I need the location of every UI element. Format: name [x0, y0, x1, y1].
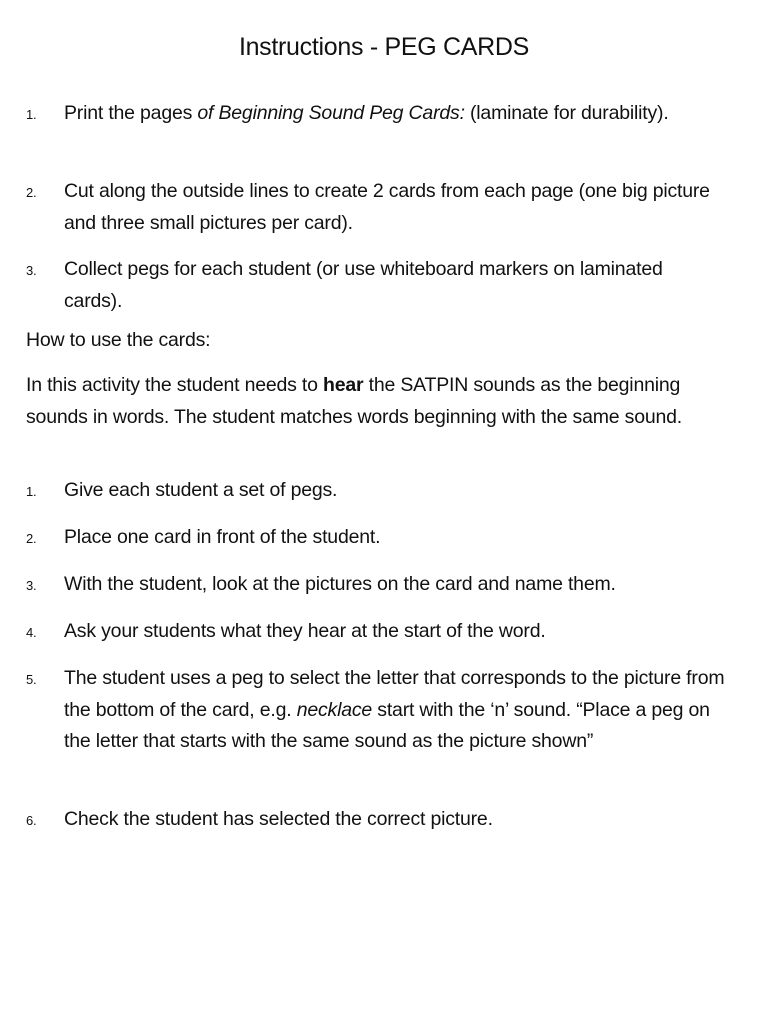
step-number: 2. — [26, 185, 37, 200]
intro-bold-text: hear — [323, 374, 364, 396]
step-text: Cut along the outside lines to create 2 cards from each page (one big picture and three small pictures per card). — [64, 180, 710, 234]
step-number: 1. — [26, 107, 37, 122]
step-text-plain: The student uses a peg to select the letter that corresponds to the picture from the bottom of the card, e.g. — [64, 667, 725, 721]
step-text-plain-after: (laminate for durability). — [470, 102, 669, 124]
step-text — [64, 663, 726, 758]
step-number: 6. — [26, 813, 37, 828]
intro-text: In this activity the student needs to — [26, 374, 323, 396]
step-text: Ask your students what they hear at the start of the word. — [64, 620, 546, 642]
how-to-heading: How to use the cards: — [26, 329, 211, 351]
step-number: 1. — [26, 484, 37, 499]
use-step-1 — [26, 475, 726, 507]
step-text: With the student, look at the pictures on the card and name them. — [64, 573, 616, 595]
use-step-3 — [26, 569, 726, 601]
step-text: Collect pegs for each student (or use whiteboard markers on laminated cards). — [64, 258, 663, 312]
use-step-5 — [26, 663, 726, 758]
step-text-italic: necklace — [296, 698, 373, 721]
prep-step-2 — [26, 176, 726, 239]
step-number: 3. — [26, 578, 37, 593]
page-title: Instructions - PEG CARDS — [238, 33, 530, 61]
step-number: 5. — [26, 672, 37, 687]
use-step-2 — [26, 522, 726, 554]
intro-paragraph — [26, 370, 741, 433]
prep-step-1 — [26, 98, 726, 130]
step-text: Check the student has selected the correct picture. — [64, 808, 493, 830]
step-text-plain-after: start with the ‘n’ sound. “Place a peg on the letter that starts with the same sound as the picture shown” — [64, 698, 710, 752]
step-number: 2. — [26, 531, 37, 546]
use-step-6 — [26, 804, 726, 836]
step-text: Place one card in front of the student. — [64, 526, 381, 548]
step-text-italic: of Beginning Sound Peg Cards: — [197, 102, 470, 124]
step-text — [64, 98, 726, 130]
intro-text-after: the SATPIN sounds as the beginning sounds in words. The student matches words beginning with the same sound. — [26, 374, 683, 428]
step-text-plain: Print the pages — [64, 102, 198, 124]
step-text: Give each student a set of pegs. — [64, 479, 338, 501]
use-step-4 — [26, 616, 726, 648]
step-number: 3. — [26, 263, 37, 278]
prep-step-3 — [26, 254, 726, 317]
step-number: 4. — [26, 625, 37, 640]
